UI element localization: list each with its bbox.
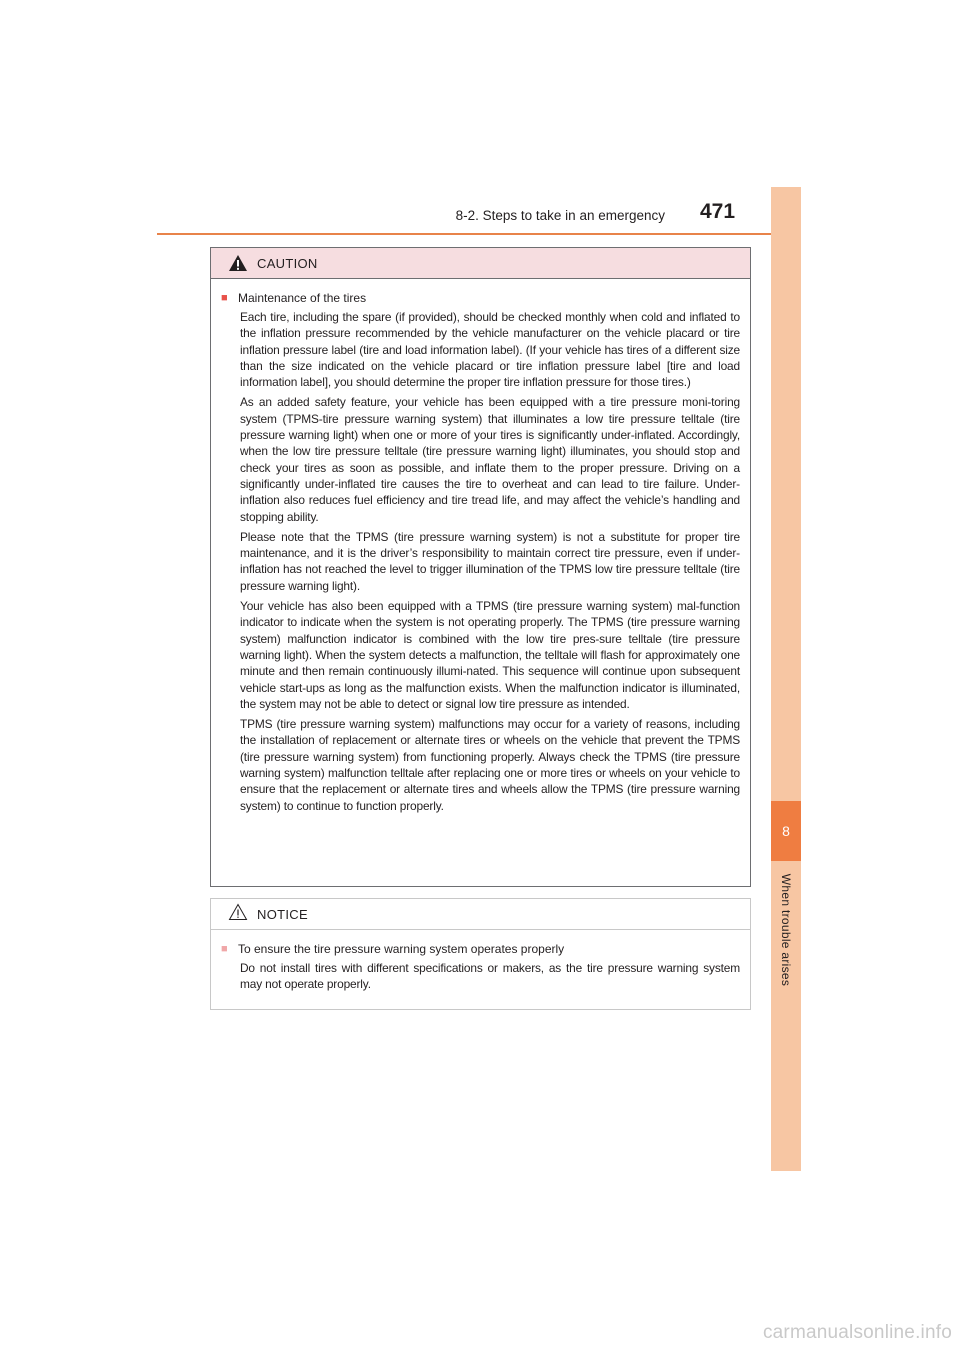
caution-box (210, 247, 751, 887)
chapter-title: When trouble arises (779, 873, 793, 987)
caution-body (211, 279, 750, 814)
warning-triangle-icon (228, 254, 248, 272)
caution-item-heading (221, 291, 740, 305)
caution-paragraph: Each tire, including the spare (if provided), should be checked monthly when cold and inflated to the inflation pressure recommended by the vehicle manufacturer on the vehicle placard or tire inflation pressure label (tire and load information label). (If your vehicle has tires of a different size than the size indicated on the vehicle placard or tire inflation pressure label [tire and load information label], you should determine the proper tire inflation pressure for those tires.) (240, 310, 740, 390)
caution-paragraph: TPMS (tire pressure warning system) malfunctions may occur for a variety of reasons, including the installation of replacement or alternate tires or wheels on the vehicle that prevent the TPMS (tire pressure warning system) from functioning properly. Always check the TPMS (tire pressure warning system) malfunction telltale after replacing one or more tires or wheels on your vehicle to ensure that the replacement or alternate tires and wheels allow the TPMS (tire pressure warning system) to continue to function properly. (240, 717, 740, 813)
chapter-number: 8 (771, 801, 801, 861)
notice-header (211, 899, 750, 930)
caution-title: CAUTION (257, 255, 318, 271)
notice-paragraph: Do not install tires with different specifications or makers, as the tire pressure warning system may not operate properly. (240, 961, 740, 992)
section-title: 8-2. Steps to take in an emergency (455, 208, 665, 223)
watermark: carmanualsonline.info (762, 1322, 952, 1343)
caution-paragraph: Your vehicle has also been equipped with a TPMS (tire pressure warning system) mal-function indicator to indicate when the system is not operating properly. The TPMS (tire pressure warning system) malfunction indicator is combined with the low tire pres-sure telltale (tire pressure warning light). When the system detects a malfunction, the telltale will flash for approximately one minute and then remain continuously illumi-nated. This sequence will continue upon subsequent vehicle start-ups as long as the malfunction exists. When the malfunction indicator is illuminated, the system may not be able to detect or signal low tire pressure as intended. (240, 599, 740, 711)
notice-item-heading (221, 942, 740, 956)
notice-triangle-icon (228, 903, 248, 926)
square-bullet-icon: ■ (221, 292, 228, 304)
header-rule (157, 233, 800, 235)
notice-body (211, 930, 750, 993)
chapter-side-tab (771, 187, 801, 1171)
caution-header (211, 248, 750, 279)
caution-paragraph: As an added safety feature, your vehicle has been equipped with a tire pressure moni-toring system (TPMS-tire pressure warning system) that illuminates a low tire pressure telltale (tire pressure warning light) when one or more of your tires is significantly under-inflated. Accordingly, when the low tire pressure telltale (tire pressure warning light) illuminates, you should stop and check your tires as soon as possible, and inflate them to the proper pressure. Driving on a significantly under-inflated tire causes the tire to overheat and can lead to tire failure. Under-inflation also reduces fuel efficiency and tire tread life, and may affect the vehicle’s handling and stopping ability. (240, 395, 740, 524)
notice-item-title: To ensure the tire pressure warning system operates properly (238, 942, 565, 956)
notice-box (210, 898, 751, 1010)
caution-item-title: Maintenance of the tires (238, 291, 367, 305)
notice-title: NOTICE (257, 906, 308, 922)
caution-paragraph: Please note that the TPMS (tire pressure warning system) is not a substitute for proper tire maintenance, and it is the driver’s responsibility to maintain correct tire pressure, even if under-inflation has not reached the level to trigger illumination of the TPMS low tire pressure telltale (tire pressure warning light). (240, 529, 740, 593)
square-bullet-icon: ■ (221, 943, 228, 955)
page-number: 471 (700, 200, 736, 223)
